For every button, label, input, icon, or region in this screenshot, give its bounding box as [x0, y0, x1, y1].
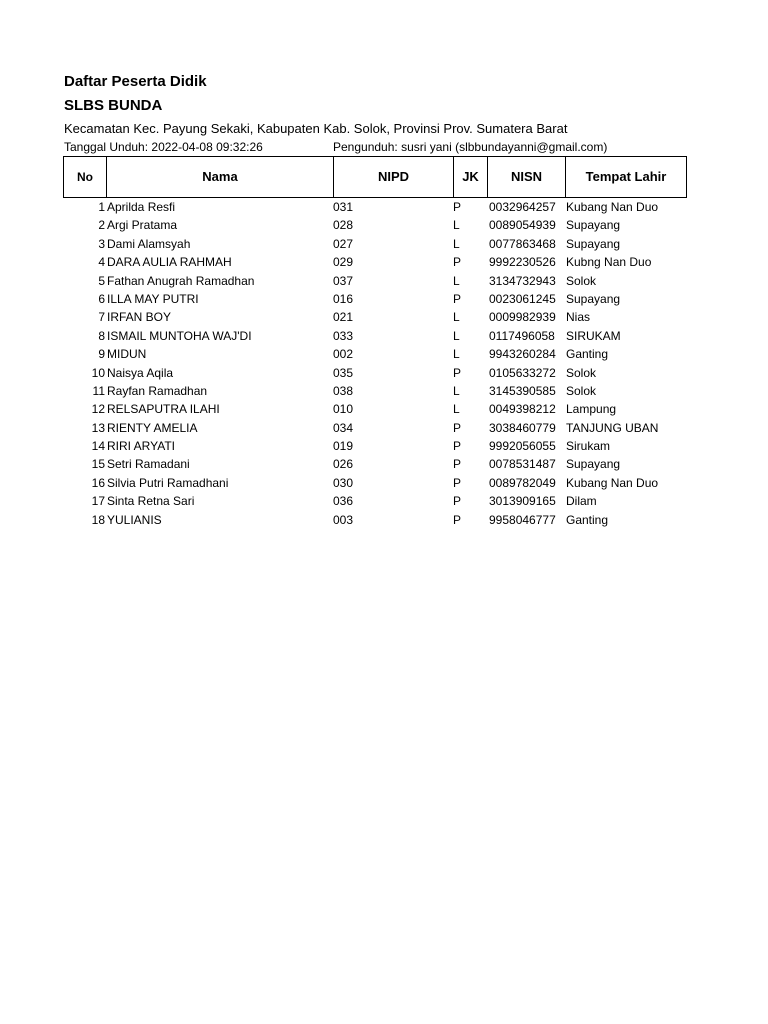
cell-nisn: 0077863468 [489, 236, 556, 251]
cell-jk: L [453, 273, 460, 288]
cell-nipd: 038 [333, 383, 354, 398]
cell-nisn: 3038460779 [489, 420, 556, 435]
cell-nipd: 035 [333, 365, 354, 380]
cell-tempat-lahir: Sirukam [566, 439, 611, 454]
cell-jk: P [453, 475, 462, 490]
cell-no: 17 [91, 494, 105, 509]
table-header [63, 156, 687, 198]
cell-nisn: 0089054939 [489, 218, 556, 233]
cell-no: 9 [98, 347, 105, 362]
table-row [63, 198, 687, 216]
cell-nisn: 9943260284 [489, 347, 556, 362]
cell-jk: L [453, 383, 460, 398]
cell-no: 6 [98, 291, 105, 306]
table-row [63, 492, 687, 510]
school-name: SLBS BUNDA [64, 97, 163, 114]
cell-jk: L [453, 310, 460, 325]
table-row [63, 216, 687, 234]
cell-nisn: 0049398212 [489, 402, 556, 417]
cell-nipd: 003 [333, 512, 354, 527]
cell-tempat-lahir: Solok [566, 365, 597, 380]
student-list [63, 198, 687, 529]
cell-no: 15 [91, 457, 105, 472]
cell-nipd: 026 [333, 457, 354, 472]
table-row [63, 455, 687, 473]
table-row [63, 400, 687, 418]
cell-jk: P [453, 457, 462, 472]
cell-nipd: 030 [333, 475, 354, 490]
cell-nisn: 9992056055 [489, 439, 556, 454]
cell-tempat-lahir: Solok [566, 273, 597, 288]
cell-tempat-lahir: Supayang [566, 218, 621, 233]
cell-jk: P [453, 255, 462, 270]
cell-nipd: 033 [333, 328, 354, 343]
cell-nama: IRFAN BOY [107, 310, 172, 325]
cell-nipd: 037 [333, 273, 354, 288]
cell-tempat-lahir: Solok [566, 383, 597, 398]
cell-tempat-lahir: Dilam [566, 494, 597, 509]
cell-no: 13 [91, 420, 105, 435]
download-date: Tanggal Unduh: 2022-04-08 09:32:26 [64, 140, 263, 154]
table-row [63, 437, 687, 455]
table-row [63, 327, 687, 345]
table-row [63, 345, 687, 363]
cell-nama: Sinta Retna Sari [107, 494, 195, 509]
cell-nama: MIDUN [107, 347, 147, 362]
cell-no: 18 [91, 512, 105, 527]
cell-nama: RIENTY AMELIA [107, 420, 198, 435]
table-row [63, 308, 687, 326]
document-title: Daftar Peserta Didik [64, 73, 207, 90]
cell-nisn: 0117496058 [489, 328, 555, 343]
cell-nipd: 002 [333, 347, 354, 362]
cell-nipd: 034 [333, 420, 354, 435]
cell-no: 3 [98, 236, 105, 251]
table-row [63, 253, 687, 271]
location-line: Kecamatan Kec. Payung Sekaki, Kabupaten Kab. Solok, Provinsi Prov. Sumatera Barat [64, 121, 568, 136]
cell-nipd: 010 [333, 402, 354, 417]
cell-tempat-lahir: Ganting [566, 347, 609, 362]
header-no: No [77, 170, 93, 184]
table-row [63, 235, 687, 253]
cell-jk: P [453, 200, 462, 214]
cell-nisn: 9958046777 [489, 512, 556, 527]
cell-nisn: 3013909165 [489, 494, 556, 509]
cell-nama: Silvia Putri Ramadhani [107, 475, 229, 490]
cell-jk: P [453, 439, 462, 454]
cell-nisn: 0023061245 [489, 291, 556, 306]
cell-nama: RIRI ARYATI [107, 439, 176, 454]
cell-nisn: 0105633272 [489, 365, 556, 380]
cell-nisn: 3134732943 [489, 273, 556, 288]
table-row [63, 272, 687, 290]
cell-nama: Fathan Anugrah Ramadhan [107, 273, 255, 288]
cell-nama: DARA AULIA RAHMAH [107, 255, 232, 270]
header-nipd: NIPD [333, 157, 453, 197]
cell-nipd: 029 [333, 255, 354, 270]
cell-nisn: 0009982939 [489, 310, 556, 325]
cell-nipd: 027 [333, 236, 354, 251]
cell-jk: L [453, 402, 460, 417]
table-row [63, 382, 687, 400]
table-row [63, 364, 687, 382]
cell-nipd: 019 [333, 439, 354, 454]
cell-jk: P [453, 291, 462, 306]
cell-nisn: 9992230526 [489, 255, 556, 270]
cell-tempat-lahir: Kubang Nan Duo [566, 475, 659, 490]
cell-no: 5 [98, 273, 105, 288]
cell-nipd: 021 [333, 310, 354, 325]
cell-tempat-lahir: SIRUKAM [566, 328, 621, 343]
cell-nama: YULIANIS [107, 512, 162, 527]
cell-no: 7 [98, 310, 105, 325]
cell-nipd: 036 [333, 494, 354, 509]
cell-no: 11 [92, 383, 105, 398]
cell-no: 12 [91, 402, 105, 417]
cell-nama: ILLA MAY PUTRI [107, 291, 199, 306]
downloader-info: Pengunduh: susri yani (slbbundayanni@gmail.com) [333, 140, 608, 154]
cell-tempat-lahir: TANJUNG UBAN [566, 420, 659, 435]
table-row [63, 511, 687, 529]
cell-nama: RELSAPUTRA ILAHI [107, 402, 220, 417]
cell-nisn: 0078531487 [489, 457, 556, 472]
table-row [63, 474, 687, 492]
header-nisn: NISN [487, 157, 565, 197]
cell-jk: P [453, 420, 462, 435]
cell-nipd: 028 [333, 218, 354, 233]
cell-nipd: 031 [333, 200, 354, 214]
header-tempat-lahir: Tempat Lahir [565, 157, 686, 197]
cell-tempat-lahir: Nias [566, 310, 591, 325]
cell-nama: Naisya Aqila [107, 365, 174, 380]
cell-nama: Dami Alamsyah [107, 236, 191, 251]
table-row [63, 419, 687, 437]
cell-jk: P [453, 494, 462, 509]
cell-nama: Argi Pratama [107, 218, 178, 233]
cell-nipd: 016 [333, 291, 354, 306]
cell-tempat-lahir: Supayang [566, 236, 621, 251]
cell-nama: Aprilda Resfi [107, 200, 176, 214]
cell-tempat-lahir: Supayang [566, 291, 621, 306]
cell-no: 2 [98, 218, 105, 233]
header-jk: JK [453, 157, 487, 197]
cell-jk: L [453, 236, 460, 251]
table-row [63, 290, 687, 308]
cell-jk: L [453, 328, 460, 343]
cell-tempat-lahir: Supayang [566, 457, 621, 472]
cell-tempat-lahir: Kubang Nan Duo [566, 200, 659, 214]
cell-tempat-lahir: Kubng Nan Duo [566, 255, 652, 270]
cell-tempat-lahir: Ganting [566, 512, 609, 527]
header-nama: Nama [106, 157, 333, 197]
cell-no: 14 [91, 439, 105, 454]
cell-nisn: 3145390585 [489, 383, 556, 398]
cell-jk: L [453, 218, 460, 233]
cell-no: 16 [91, 475, 105, 490]
cell-nisn: 0032964257 [489, 200, 556, 214]
cell-no: 8 [98, 328, 105, 343]
cell-nama: Rayfan Ramadhan [107, 383, 208, 398]
cell-no: 1 [98, 200, 105, 214]
cell-nisn: 0089782049 [489, 475, 556, 490]
cell-no: 10 [91, 365, 105, 380]
cell-jk: P [453, 365, 462, 380]
cell-jk: P [453, 512, 462, 527]
cell-tempat-lahir: Lampung [566, 402, 617, 417]
cell-nama: ISMAIL MUNTOHA WAJ'DI [107, 328, 252, 343]
cell-jk: L [453, 347, 460, 362]
cell-nama: Setri Ramadani [107, 457, 190, 472]
cell-no: 4 [98, 255, 105, 270]
